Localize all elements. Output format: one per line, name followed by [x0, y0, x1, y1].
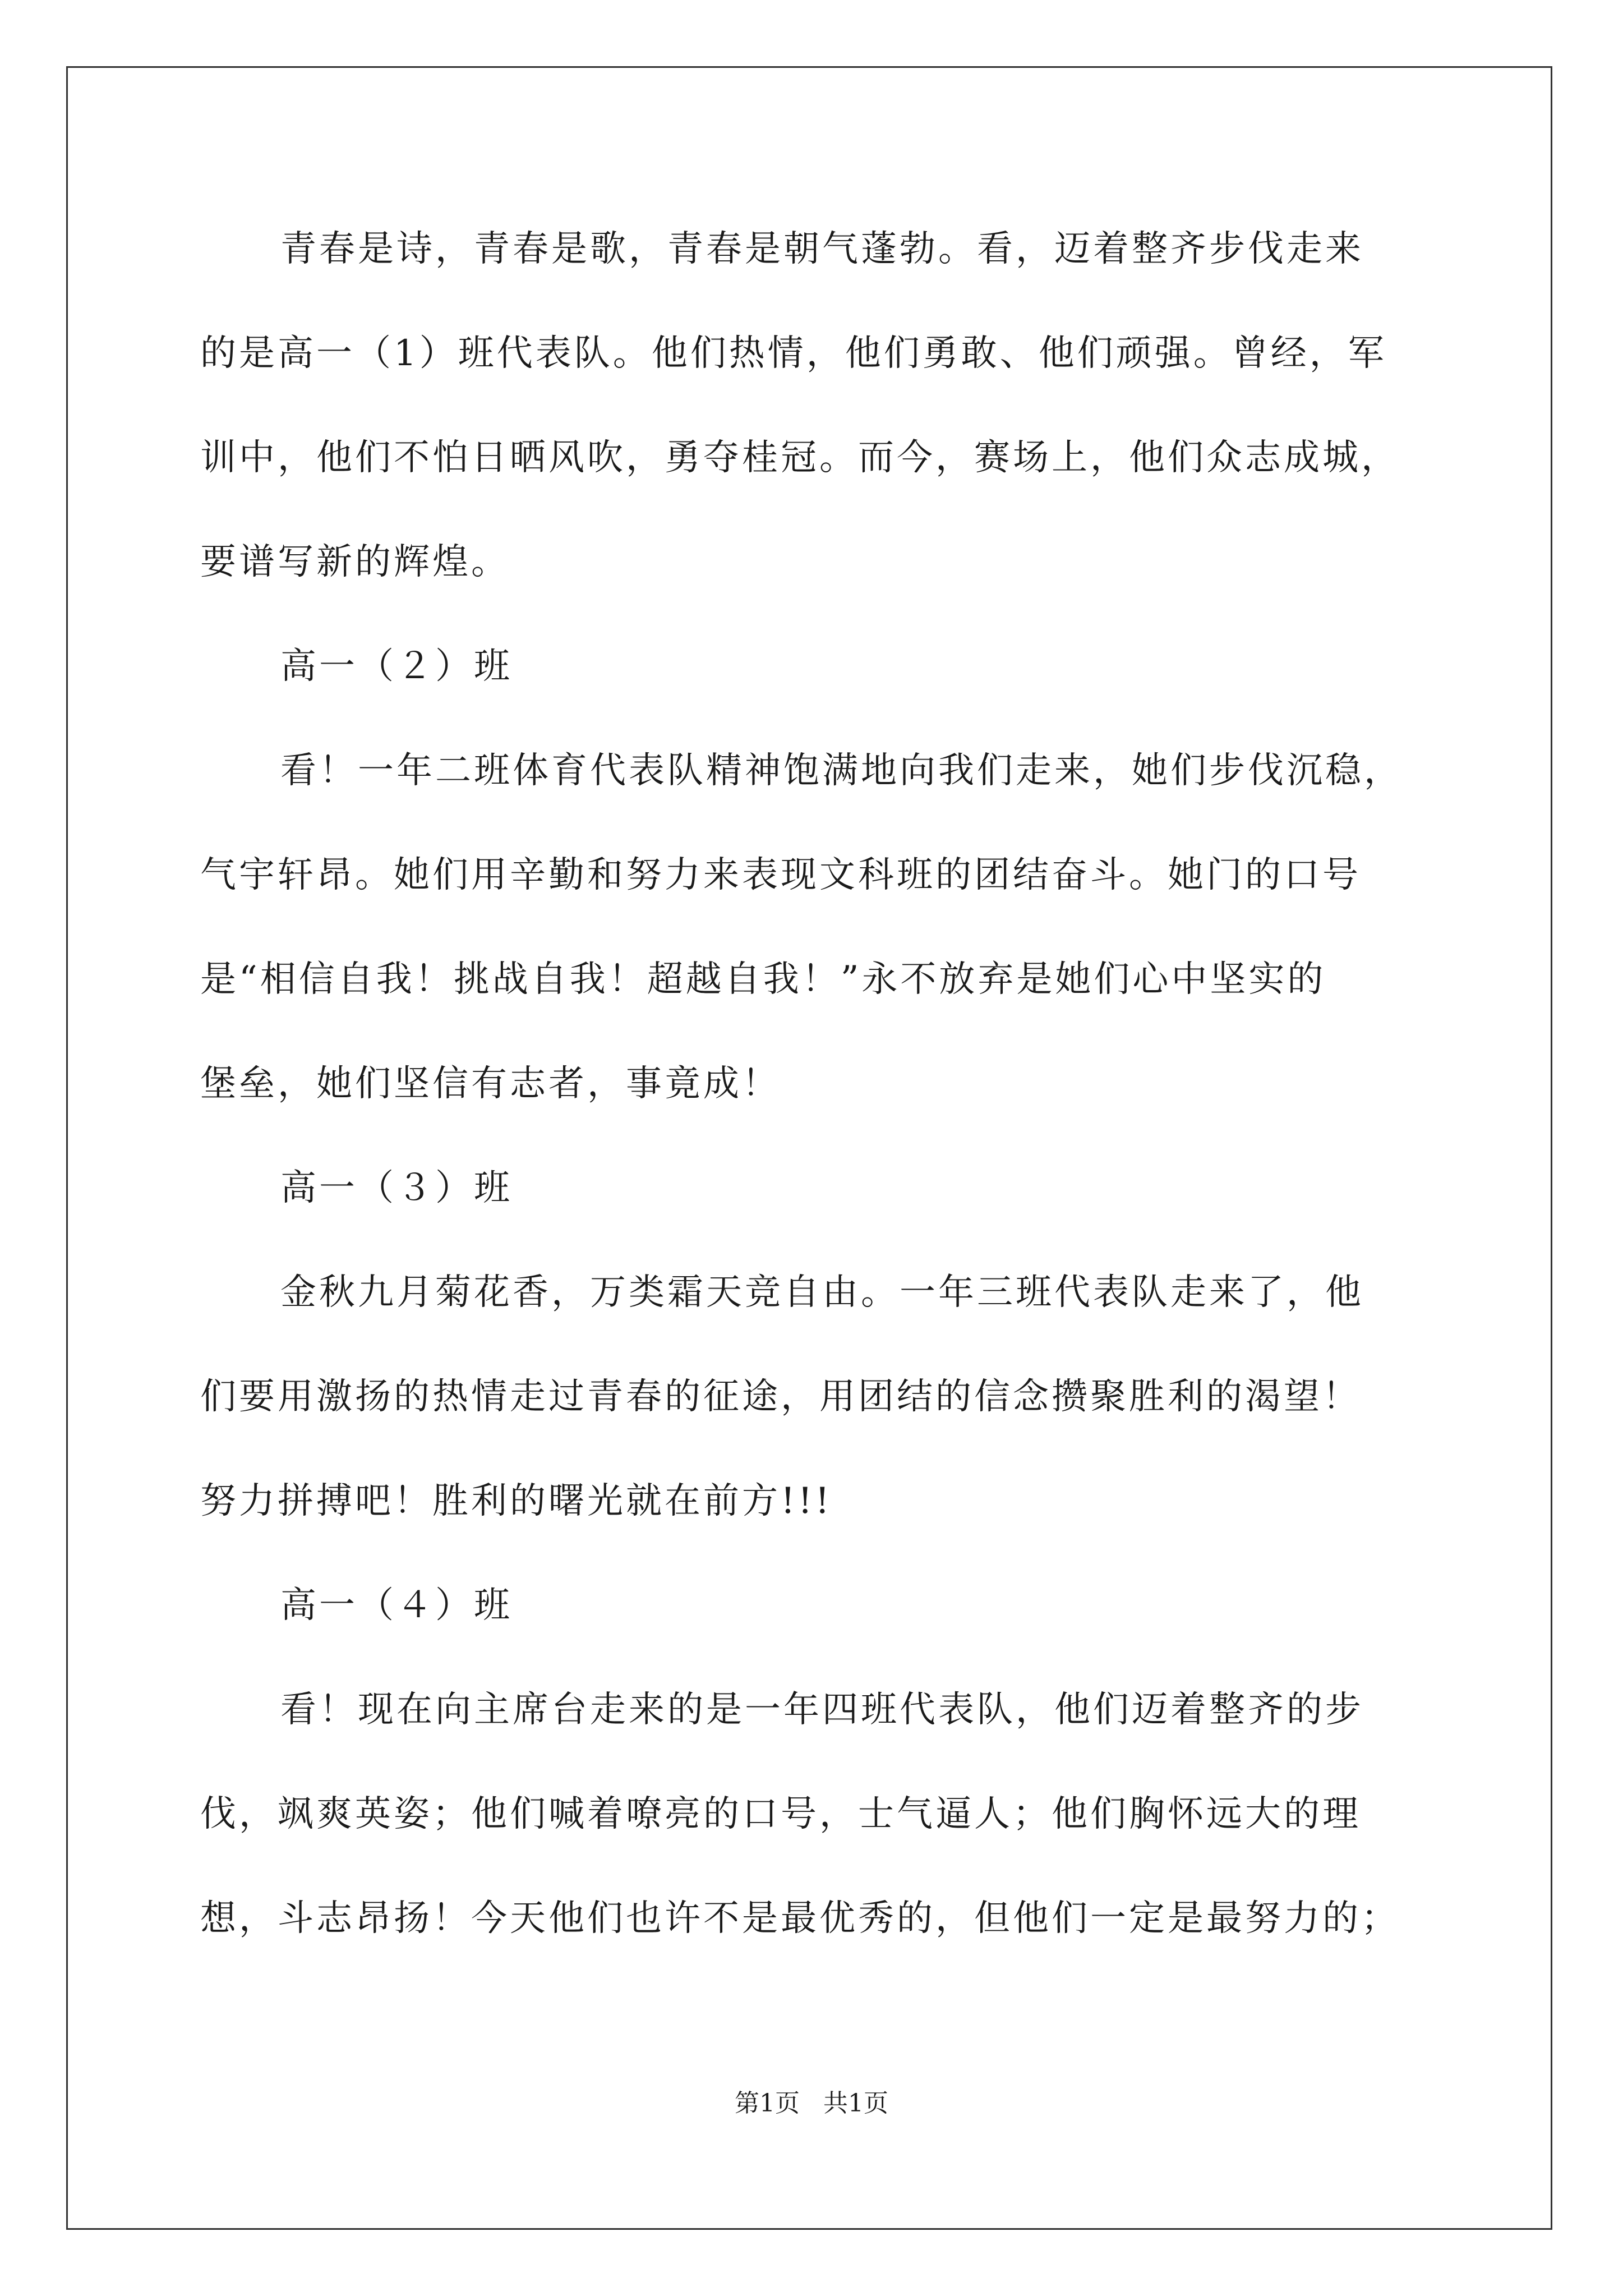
- text-line: 伐，飒爽英姿；他们喊着嘹亮的口号，士气逼人；他们胸怀远大的理: [200, 1793, 1361, 1835]
- document-body: [200, 215, 1434, 1989]
- section-heading-class-4: 高一（４）班: [280, 1585, 513, 1626]
- text-line: 堡垒，她们坚信有志者，事竟成！: [200, 1063, 781, 1105]
- text-line: 的是高一（1）班代表队。他们热情，他们勇敢、他们顽强。曾经，军: [200, 333, 1387, 374]
- text-line: 看！一年二班体育代表队精神饱满地向我们走来，她们步伐沉稳，: [280, 750, 1403, 792]
- section-heading-class-2: 高一（２）班: [280, 646, 513, 687]
- text-line: 努力拼搏吧！胜利的曙光就在前方!!!: [200, 1480, 833, 1522]
- text-line: 要谱写新的辉煌。: [200, 541, 510, 583]
- text-line: 看！现在向主席台走来的是一年四班代表队，他们迈着整齐的步: [280, 1689, 1364, 1731]
- text-line: 金秋九月菊花香，万类霜天竞自由。一年三班代表队走来了，他: [280, 1272, 1364, 1313]
- text-line: 训中，他们不怕日晒风吹，勇夺桂冠。而今，赛场上，他们众志成城，: [200, 437, 1400, 478]
- text-line: 想，斗志昂扬！今天他们也许不是最优秀的，但他们一定是最努力的；: [200, 1898, 1400, 1939]
- text-line: 气宇轩昂。她们用辛勤和努力来表现文科班的团结奋斗。她门的口号: [200, 854, 1361, 896]
- section-heading-class-3: 高一（３）班: [280, 1167, 513, 1209]
- page-number-footer: 第1页 共1页: [735, 2089, 888, 2118]
- text-line: 们要用激扬的热情走过青春的征途，用团结的信念攒聚胜利的渴望！: [200, 1376, 1361, 1418]
- text-line: 青春是诗，青春是歌，青春是朝气蓬勃。看，迈着整齐步伐走来: [280, 228, 1364, 270]
- text-line: 是“相信自我！挑战自我！超越自我！”永不放弃是她们心中坚实的: [200, 959, 1326, 1000]
